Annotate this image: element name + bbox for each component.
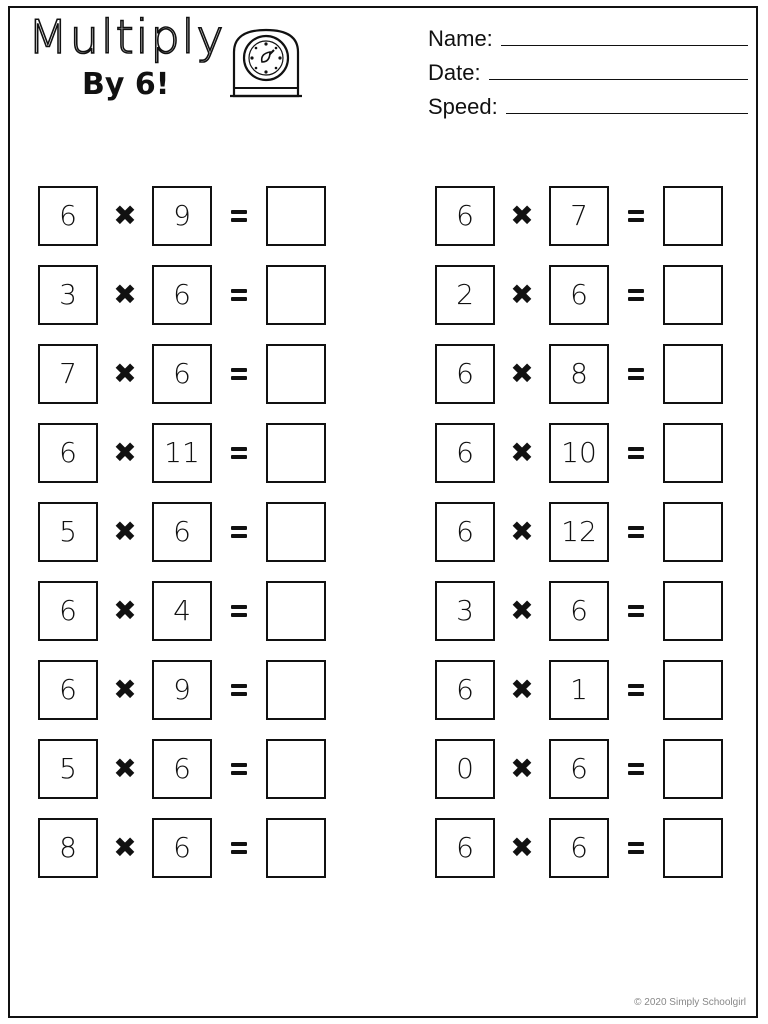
- answer-box[interactable]: [663, 423, 723, 483]
- factor-a-box: 6: [435, 423, 495, 483]
- factor-a-box: 5: [38, 502, 98, 562]
- answer-box[interactable]: [663, 502, 723, 562]
- times-sign: ✖: [113, 356, 137, 390]
- problem-right-5: [435, 500, 727, 563]
- times-sign: ✖: [510, 435, 534, 469]
- factor-a-box: 3: [38, 265, 98, 325]
- problem-left-8: [38, 737, 330, 800]
- times-sign: ✖: [113, 751, 137, 785]
- factor-a-box: 6: [38, 186, 98, 246]
- equals-sign: [609, 763, 663, 775]
- factor-a-box: 6: [435, 502, 495, 562]
- problem-right-1: [435, 184, 727, 247]
- equals-sign: [609, 526, 663, 538]
- answer-box[interactable]: [266, 581, 326, 641]
- times-sign: ✖: [113, 198, 137, 232]
- factor-b-box: 10: [549, 423, 609, 483]
- speed-field[interactable]: [428, 86, 748, 120]
- problem-left-4: [38, 421, 330, 484]
- speed-label: Speed:: [428, 94, 498, 119]
- answer-box[interactable]: [663, 818, 723, 878]
- factor-b-box: 6: [549, 818, 609, 878]
- problem-left-3: [38, 342, 330, 405]
- copyright: © 2020 Simply Schoolgirl: [634, 997, 746, 1008]
- factor-a-box: 6: [435, 818, 495, 878]
- answer-box[interactable]: [266, 739, 326, 799]
- answer-box[interactable]: [266, 265, 326, 325]
- factor-b-box: 7: [549, 186, 609, 246]
- problem-right-7: [435, 658, 727, 721]
- factor-b-box: 9: [152, 660, 212, 720]
- equals-sign: [212, 684, 266, 696]
- answer-box[interactable]: [266, 186, 326, 246]
- factor-a-box: 7: [38, 344, 98, 404]
- times-sign: ✖: [510, 672, 534, 706]
- answer-box[interactable]: [663, 581, 723, 641]
- factor-a-box: 2: [435, 265, 495, 325]
- factor-a-box: 5: [38, 739, 98, 799]
- problem-right-3: [435, 342, 727, 405]
- factor-b-box: 6: [549, 739, 609, 799]
- equals-sign: [212, 605, 266, 617]
- name-label: Name:: [428, 26, 493, 51]
- equals-sign: [212, 289, 266, 301]
- equals-sign: [609, 210, 663, 222]
- factor-b-box: 8: [549, 344, 609, 404]
- problem-left-9: [38, 816, 330, 879]
- factor-a-box: 6: [38, 660, 98, 720]
- problem-left-5: [38, 500, 330, 563]
- times-sign: ✖: [113, 435, 137, 469]
- factor-a-box: 3: [435, 581, 495, 641]
- factor-a-box: 6: [435, 660, 495, 720]
- problem-right-4: [435, 421, 727, 484]
- factor-b-box: 9: [152, 186, 212, 246]
- problem-left-2: [38, 263, 330, 326]
- date-line[interactable]: [489, 78, 748, 80]
- problem-right-2: [435, 263, 727, 326]
- factor-b-box: 6: [152, 739, 212, 799]
- factor-a-box: 6: [38, 423, 98, 483]
- equals-sign: [609, 368, 663, 380]
- times-sign: ✖: [113, 672, 137, 706]
- equals-sign: [609, 605, 663, 617]
- factor-b-box: 1: [549, 660, 609, 720]
- speed-line[interactable]: [506, 112, 748, 114]
- factor-a-box: 6: [435, 344, 495, 404]
- times-sign: ✖: [510, 830, 534, 864]
- answer-box[interactable]: [266, 818, 326, 878]
- factor-b-box: 11: [152, 423, 212, 483]
- answer-box[interactable]: [266, 423, 326, 483]
- answer-box[interactable]: [663, 739, 723, 799]
- name-field[interactable]: [428, 18, 748, 52]
- problem-grid: [38, 184, 727, 879]
- equals-sign: [609, 684, 663, 696]
- factor-a-box: 6: [435, 186, 495, 246]
- times-sign: ✖: [510, 593, 534, 627]
- factor-b-box: 6: [152, 265, 212, 325]
- answer-box[interactable]: [266, 344, 326, 404]
- factor-a-box: 8: [38, 818, 98, 878]
- worksheet-subtitle: By 6!: [82, 67, 170, 102]
- problem-left-6: [38, 579, 330, 642]
- equals-sign: [212, 368, 266, 380]
- factor-b-box: 4: [152, 581, 212, 641]
- answer-box[interactable]: [663, 660, 723, 720]
- times-sign: ✖: [510, 356, 534, 390]
- date-field[interactable]: [428, 52, 748, 86]
- student-info: [428, 18, 748, 120]
- problem-right-6: [435, 579, 727, 642]
- times-sign: ✖: [510, 198, 534, 232]
- worksheet-title: Multiply: [28, 10, 226, 64]
- times-sign: ✖: [113, 593, 137, 627]
- factor-a-box: 6: [38, 581, 98, 641]
- clock-icon: [226, 22, 306, 102]
- equals-sign: [609, 447, 663, 459]
- times-sign: ✖: [510, 751, 534, 785]
- answer-box[interactable]: [663, 344, 723, 404]
- equals-sign: [212, 842, 266, 854]
- problem-left-7: [38, 658, 330, 721]
- date-label: Date:: [428, 60, 481, 85]
- problem-right-9: [435, 816, 727, 879]
- equals-sign: [212, 526, 266, 538]
- answer-box[interactable]: [266, 502, 326, 562]
- equals-sign: [212, 210, 266, 222]
- times-sign: ✖: [510, 277, 534, 311]
- times-sign: ✖: [113, 277, 137, 311]
- factor-b-box: 6: [549, 581, 609, 641]
- times-sign: ✖: [113, 830, 137, 864]
- answer-box[interactable]: [663, 186, 723, 246]
- factor-b-box: 12: [549, 502, 609, 562]
- factor-b-box: 6: [152, 502, 212, 562]
- problem-left-1: [38, 184, 330, 247]
- factor-b-box: 6: [152, 818, 212, 878]
- times-sign: ✖: [113, 514, 137, 548]
- equals-sign: [212, 763, 266, 775]
- answer-box[interactable]: [663, 265, 723, 325]
- name-line[interactable]: [501, 44, 748, 46]
- factor-a-box: 0: [435, 739, 495, 799]
- times-sign: ✖: [510, 514, 534, 548]
- problem-right-8: [435, 737, 727, 800]
- answer-box[interactable]: [266, 660, 326, 720]
- factor-b-box: 6: [152, 344, 212, 404]
- equals-sign: [609, 289, 663, 301]
- factor-b-box: 6: [549, 265, 609, 325]
- equals-sign: [212, 447, 266, 459]
- equals-sign: [609, 842, 663, 854]
